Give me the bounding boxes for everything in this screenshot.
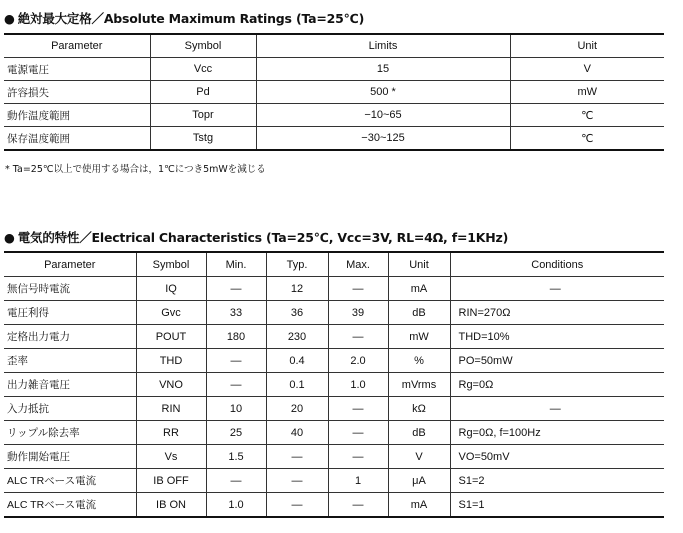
max-cell: 39 [328,301,388,325]
table-header-row [4,34,664,58]
param-cell: ALC TRベース電流 [4,493,136,518]
symbol-cell: Topr [150,104,256,127]
param-cell: 電圧利得 [4,301,136,325]
symbol-cell: RIN [136,397,206,421]
header-cell: Symbol [136,252,206,277]
typ-cell: 36 [266,301,328,325]
conditions-cell: Rg=0Ω, f=100Hz [450,421,664,445]
symbol-cell: IB ON [136,493,206,518]
table-row [4,81,664,104]
header-cell: Symbol [150,34,256,58]
table-row [4,349,664,373]
table-row [4,397,664,421]
symbol-cell: Tstg [150,127,256,151]
min-cell: 180 [206,325,266,349]
header-cell: Unit [388,252,450,277]
conditions-cell: THD=10% [450,325,664,349]
typ-cell: 20 [266,397,328,421]
unit-cell: mA [388,493,450,518]
unit-cell: mVrms [388,373,450,397]
max-cell: — [328,397,388,421]
param-cell: 保存温度範囲 [4,127,150,151]
header-cell: Parameter [4,34,150,58]
table-row [4,493,664,518]
header-cell: Parameter [4,252,136,277]
unit-cell: % [388,349,450,373]
conditions-cell: — [450,397,664,421]
symbol-cell: RR [136,421,206,445]
param-cell: 電源電圧 [4,58,150,81]
electrical-characteristics-title: ● 電気的特性／Electrical Characteristics (Ta=25℃, Vcc=3V, RL=4Ω, f=1KHz) [4,230,509,245]
symbol-cell: IQ [136,277,206,301]
typ-cell: 0.4 [266,349,328,373]
table-row [4,373,664,397]
min-cell: 10 [206,397,266,421]
min-cell: 1.0 [206,493,266,518]
limits-cell: 500 * [256,81,510,104]
table-row [4,104,664,127]
absolute-max-table [4,33,664,151]
typ-cell: 40 [266,421,328,445]
conditions-cell: VO=50mV [450,445,664,469]
derating-note: * Ta=25℃以上で使用する場合は，1℃につき5mWを減じる [5,164,266,175]
max-cell: — [328,421,388,445]
max-cell: — [328,445,388,469]
param-cell: 歪率 [4,349,136,373]
param-cell: 入力抵抗 [4,397,136,421]
max-cell: — [328,493,388,518]
header-cell: Unit [510,34,664,58]
symbol-cell: Vcc [150,58,256,81]
conditions-cell: PO=50mW [450,349,664,373]
symbol-cell: Vs [136,445,206,469]
param-cell: 動作開始電圧 [4,445,136,469]
conditions-cell: RIN=270Ω [450,301,664,325]
unit-cell: V [388,445,450,469]
table-row [4,469,664,493]
header-cell: Limits [256,34,510,58]
symbol-cell: Gvc [136,301,206,325]
symbol-cell: IB OFF [136,469,206,493]
typ-cell: — [266,493,328,518]
absolute-max-title: ● 絶対最大定格／Absolute Maximum Ratings (Ta=25℃) [4,11,365,26]
typ-cell: — [266,469,328,493]
header-cell: Typ. [266,252,328,277]
symbol-cell: POUT [136,325,206,349]
bullet-icon: ● [4,230,15,245]
min-cell: — [206,277,266,301]
unit-cell: dB [388,301,450,325]
table-header-row [4,252,664,277]
min-cell: — [206,469,266,493]
table-row [4,127,664,151]
unit-cell: mA [388,277,450,301]
min-cell: 1.5 [206,445,266,469]
limits-cell: 15 [256,58,510,81]
param-cell: 出力雑音電圧 [4,373,136,397]
conditions-cell: S1=2 [450,469,664,493]
min-cell: — [206,373,266,397]
conditions-cell: — [450,277,664,301]
table-row [4,445,664,469]
unit-cell: μA [388,469,450,493]
symbol-cell: VNO [136,373,206,397]
unit-cell: mW [510,81,664,104]
min-cell: 33 [206,301,266,325]
typ-cell: 0.1 [266,373,328,397]
param-cell: ALC TRベース電流 [4,469,136,493]
header-cell: Conditions [450,252,664,277]
unit-cell: mW [388,325,450,349]
param-cell: 許容損失 [4,81,150,104]
max-cell: — [328,277,388,301]
table-row [4,421,664,445]
unit-cell: dB [388,421,450,445]
unit-cell: V [510,58,664,81]
table-row [4,301,664,325]
min-cell: 25 [206,421,266,445]
limits-cell: −10~65 [256,104,510,127]
max-cell: 1.0 [328,373,388,397]
max-cell: 1 [328,469,388,493]
table-row [4,325,664,349]
unit-cell: ℃ [510,104,664,127]
limits-cell: −30~125 [256,127,510,151]
max-cell: — [328,325,388,349]
table-row [4,58,664,81]
max-cell: 2.0 [328,349,388,373]
unit-cell: kΩ [388,397,450,421]
param-cell: リップル除去率 [4,421,136,445]
conditions-cell: Rg=0Ω [450,373,664,397]
param-cell: 動作温度範囲 [4,104,150,127]
typ-cell: 230 [266,325,328,349]
min-cell: — [206,349,266,373]
param-cell: 無信号時電流 [4,277,136,301]
electrical-characteristics-table [4,251,664,518]
param-cell: 定格出力電力 [4,325,136,349]
unit-cell: ℃ [510,127,664,151]
symbol-cell: Pd [150,81,256,104]
symbol-cell: THD [136,349,206,373]
typ-cell: 12 [266,277,328,301]
typ-cell: — [266,445,328,469]
bullet-icon: ● [4,11,15,26]
conditions-cell: S1=1 [450,493,664,518]
header-cell: Min. [206,252,266,277]
table-row [4,277,664,301]
header-cell: Max. [328,252,388,277]
